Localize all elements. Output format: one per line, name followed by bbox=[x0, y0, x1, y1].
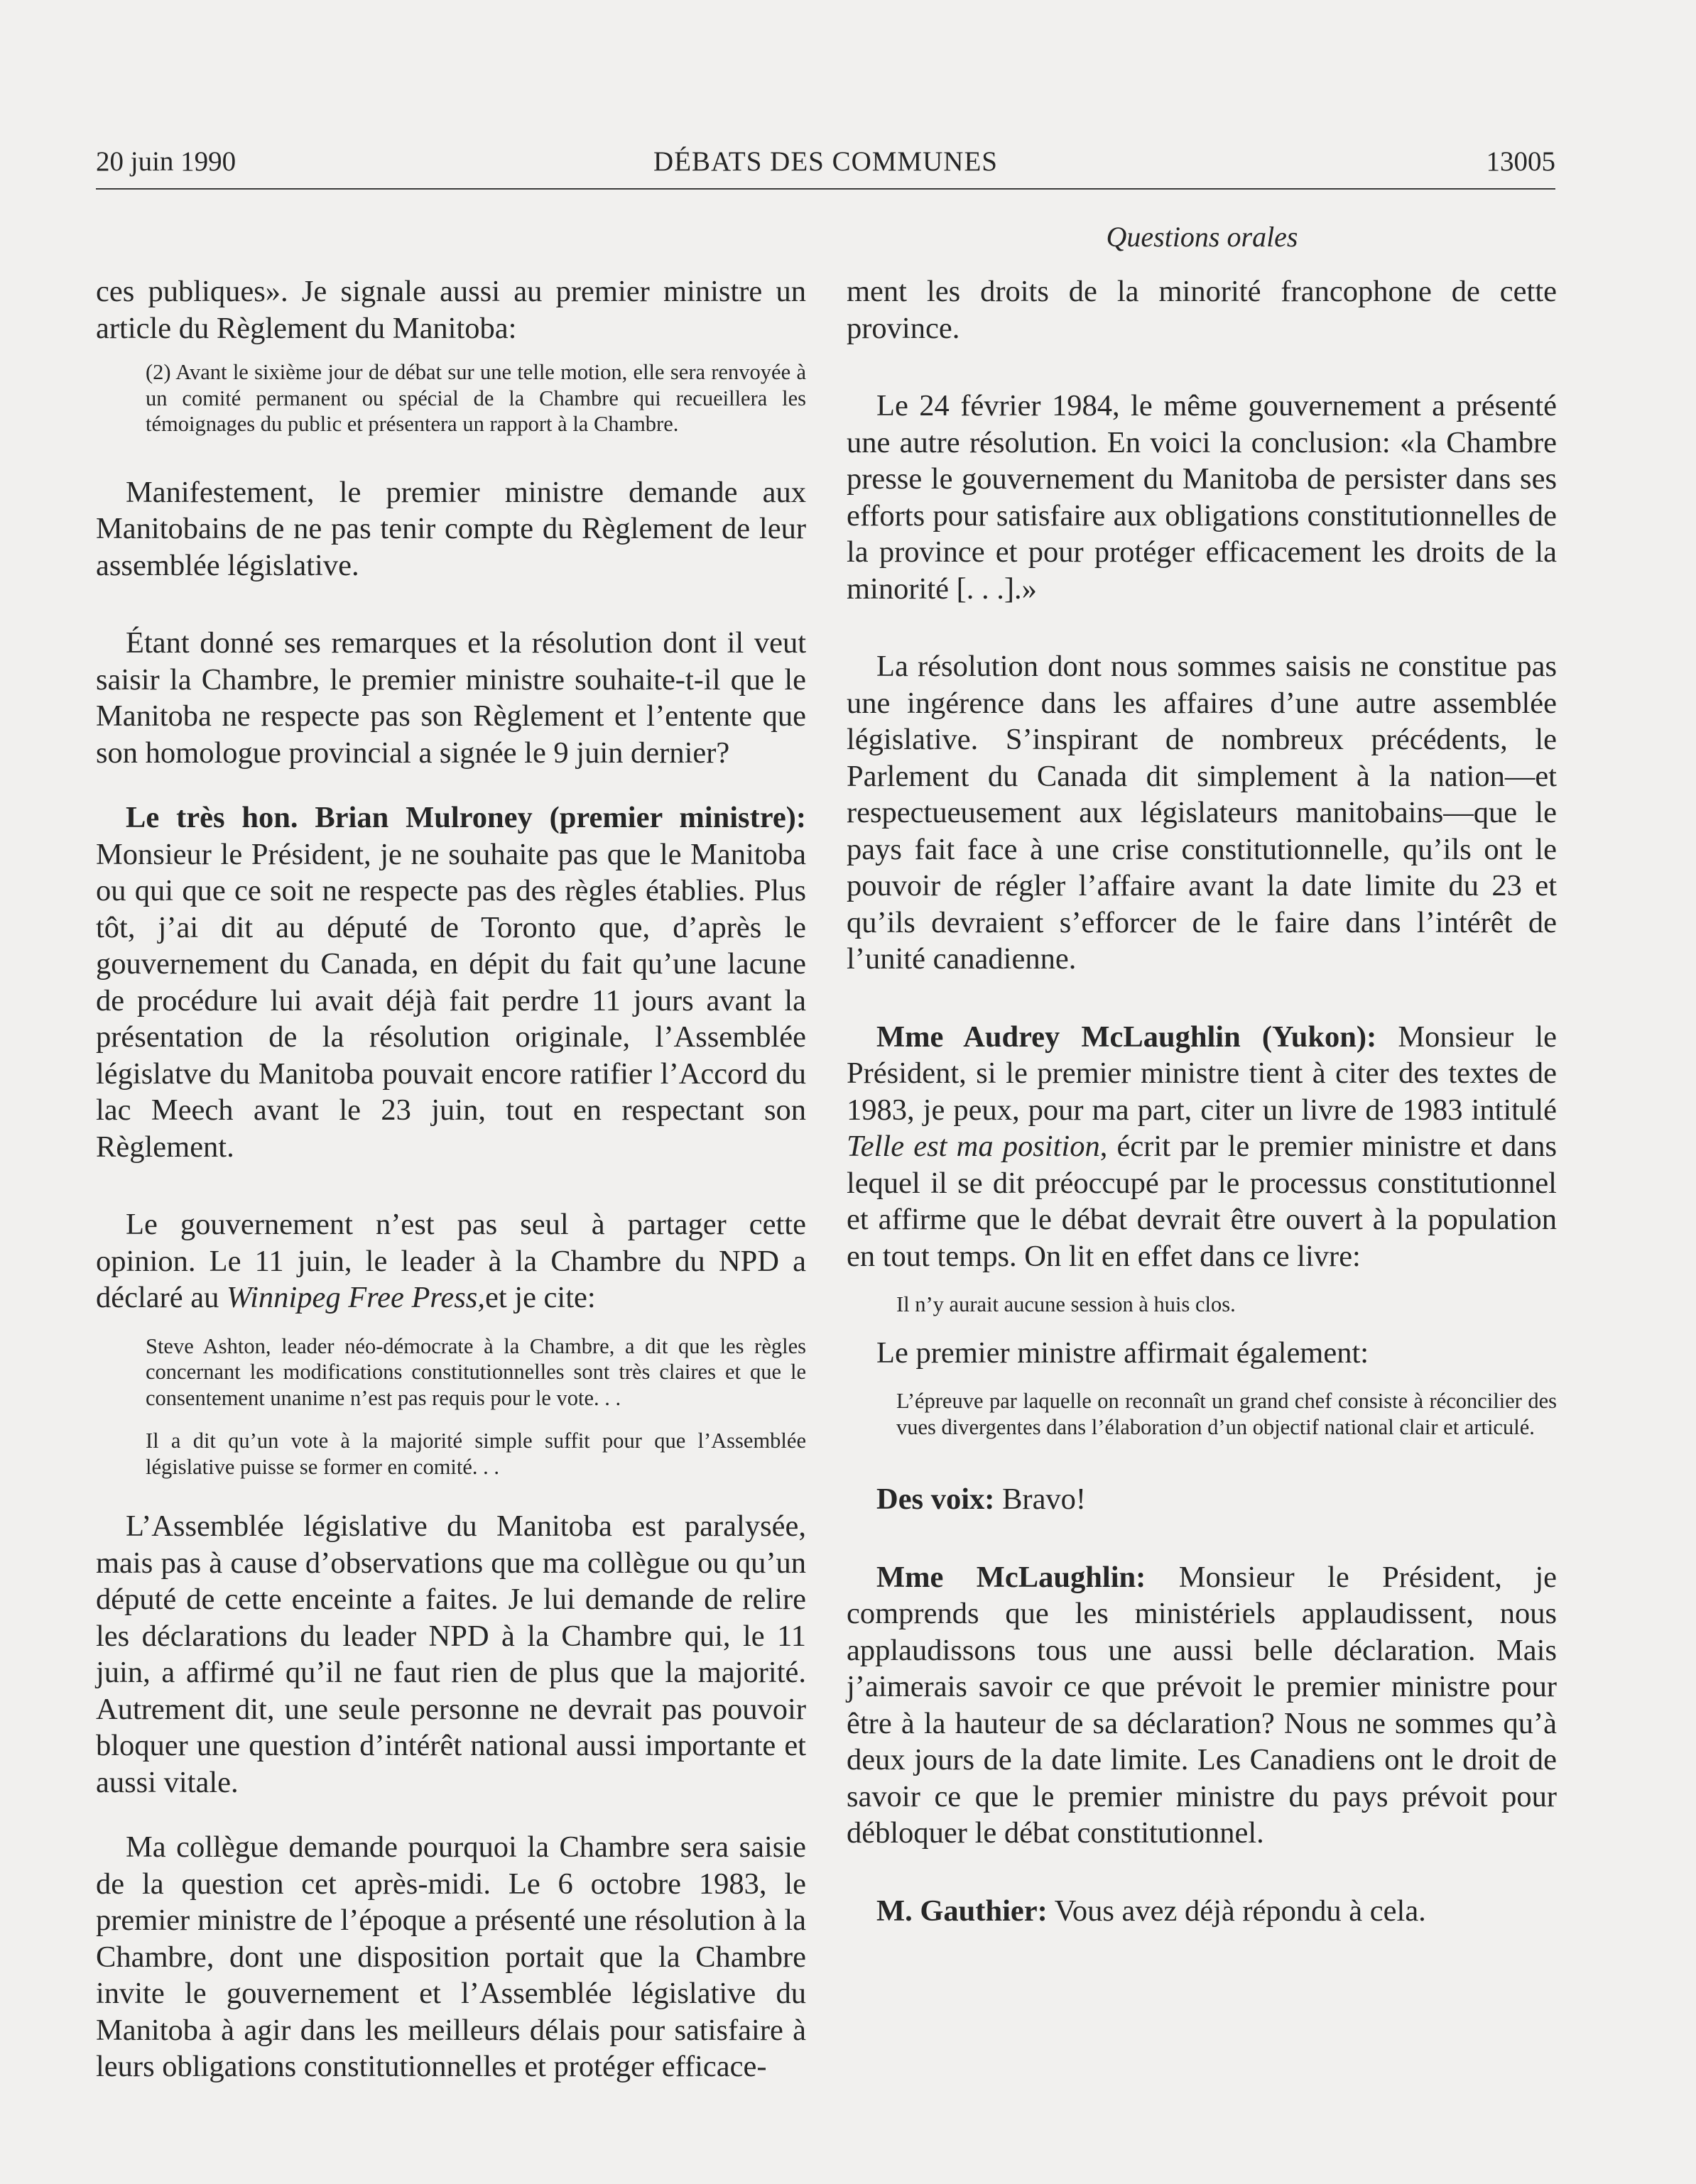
right-paragraph-7-text: Monsieur le Président, je comprends que les ministériels applaudissent, nous applaudissons tous une aussi belle déclaration. Mais j’aimerais savoir ce que prévoit le premier ministre pour être à la hauteur de sa déclaration? Nous ne sommes qu’à deux jours de la date limite. Les Canadiens ont le droit de savoir ce que le premier ministre du pays prévoit pour débloquer le débat constitutionnel. bbox=[847, 1560, 1557, 1850]
left-quote-1: (2) Avant le sixième jour de débat sur une telle motion, elle sera renvoyée à un comité permanent ou spécial de la Chambre qui recueillera les témoignages du public et présentera un rapport à la Chambre. bbox=[146, 360, 806, 436]
left-paragraph-2: Manifestement, le premier ministre demande aux Manitobains de ne pas tenir compte du Règlement de leur assemblée législative. bbox=[96, 475, 806, 582]
speaker-audrey-mclaughlin: Mme Audrey McLaughlin (Yukon): bbox=[876, 1020, 1377, 1054]
right-paragraph-2: Le 24 février 1984, le même gouvernement a présenté une autre résolution. En voici la conclusion: «la Chambre presse le gouvernement du Manitoba de persister dans ses efforts pour satisfaire aux obligations constitutionnelles de la province et pour protéger efficacement les droits de la minorité [. . .].» bbox=[847, 389, 1557, 606]
right-paragraph-3: La résolution dont nous sommes saisis ne constitue pas une ingérence dans les affaires d’une autre assemblée législative. S’inspirant de nombreux précédents, le Parlement du Canada dit simplement à la nation—et respectueusement aux législateurs manitobains—que le pays fait face à une crise constitutionnelle, qu’ils ont le pouvoir de régler l’affaire avant la date limite du 23 et qu’ils devraient s’efforcer de le faire dans l’intérêt de l’unité canadienne. bbox=[847, 650, 1557, 976]
speaker-des-voix: Des voix: bbox=[876, 1483, 995, 1516]
left-paragraph-1: ces publiques». Je signale aussi au premier ministre un article du Règlement du Manitoba: bbox=[96, 275, 806, 345]
left-paragraph-7: Ma collègue demande pourquoi la Chambre sera saisie de la question cet après-midi. Le 6 octobre 1983, le premier ministre de l’époque a présenté une résolution à la Chambre, dont une disposition portait que la Chambre invite le gouvernement et l’Assemblée législative du Manitoba à agir dans les meilleurs délais pour satisfaire à leurs obligations constitutionnelles et protéger efficace- bbox=[96, 1830, 806, 2083]
page-header bbox=[96, 146, 1555, 190]
left-paragraph-6: L’Assemblée législative du Manitoba est paralysée, mais pas à cause d’observations que ma collègue ou qu’un député de cette enceinte a faites. Je lui demande de relire les déclarations du leader NPD à la Chambre qui, le 11 juin, a affirmé qu’il ne faut rien de plus que la majorité. Autrement dit, une seule personne ne devrait pas pouvoir bloquer une question d’intérêt national aussi importante et aussi vitale. bbox=[96, 1509, 806, 1799]
right-paragraph-1: ment les droits de la minorité francophone de cette province. bbox=[847, 275, 1557, 345]
left-paragraph-4-text: Monsieur le Président, je ne souhaite pas que le Manitoba ou qui que ce soit ne respecte pas des règles établies. Plus tôt, j’ai dit au député de Toronto que, d’après le gouvernement du Canada, en dépit du fait qu’une lacune de procédure lui avait déjà fait perdre 11 jours avant la présentation de la résolution originale, l’Assemblée législatve du Manitoba pouvait encore ratifier l’Accord du lac Meech avant le 23 juin, tout en respectant son Règlement. bbox=[96, 837, 806, 1164]
right-paragraph-6-text: Bravo! bbox=[994, 1483, 1087, 1516]
header-page-number: 13005 bbox=[1486, 146, 1555, 177]
left-paragraph-5 bbox=[96, 1206, 806, 1316]
right-paragraph-8-text: Vous avez déjà répondu à cela. bbox=[1047, 1894, 1426, 1928]
left-quote-2: Steve Ashton, leader néo-démocrate à la Chambre, a dit que les règles concernant les modifications constitutionnelles sont très claires et que le consentement unanime n’est pas requis pour le vote. . . bbox=[146, 1333, 806, 1410]
right-paragraph-4-end: , écrit par le premier ministre et dans lequel il se dit préoccupé par le processus constitutionnel et affirme que le débat devrait être ouvert à la population en tout temps. On lit en effet dans ce livre: bbox=[847, 1130, 1557, 1273]
right-paragraph-5: Le premier ministre affirmait également: bbox=[876, 1336, 1369, 1370]
left-paragraph-4 bbox=[96, 799, 806, 1165]
right-column bbox=[847, 273, 1557, 1929]
right-paragraph-8 bbox=[847, 1893, 1557, 1930]
newspaper-title: Winnipeg Free Press, bbox=[227, 1281, 485, 1314]
right-paragraph-6 bbox=[847, 1481, 1557, 1518]
right-paragraph-7 bbox=[847, 1559, 1557, 1852]
section-title: Questions orales bbox=[1106, 221, 1298, 253]
header-date: 20 juin 1990 bbox=[96, 146, 237, 177]
right-paragraph-4 bbox=[847, 1019, 1557, 1275]
header-title: DÉBATS DES COMMUNES bbox=[653, 146, 998, 177]
left-paragraph-5-end: et je cite: bbox=[484, 1281, 596, 1314]
left-paragraph-3: Étant donné ses remarques et la résolution dont il veut saisir la Chambre, le premier ministre souhaite-t-il que le Manitoba ne respecte pas son Règlement et l’entente que son homologue provincial a signée le 9 juin dernier? bbox=[96, 626, 806, 770]
left-column bbox=[96, 273, 806, 2085]
left-quote-3: Il a dit qu’un vote à la majorité simple suffit pour que l’Assemblée législative puisse se former en comité. . . bbox=[146, 1429, 806, 1479]
right-quote-1: Il n’y aurait aucune session à huis clos. bbox=[896, 1292, 1236, 1316]
speaker-mclaughlin: Mme McLaughlin: bbox=[876, 1560, 1146, 1594]
right-paragraph-4-text: Monsieur le Président, si le premier ministre tient à citer des textes de 1983, je peux, pour ma part, citer un livre de 1983 intitulé bbox=[847, 1020, 1558, 1127]
right-quote-2: L’épreuve par laquelle on reconnaît un grand chef consiste à réconcilier des vues divergentes dans l’élaboration d’un objectif national clair et articulé. bbox=[896, 1389, 1557, 1439]
left-paragraph-5-text: Le gouvernement n’est pas seul à partager cette opinion. Le 11 juin, le leader à la Chambre du NPD a déclaré au bbox=[96, 1208, 806, 1314]
book-title: Telle est ma position bbox=[847, 1130, 1100, 1163]
speaker-gauthier: M. Gauthier: bbox=[876, 1894, 1048, 1928]
speaker-mulroney: Le très hon. Brian Mulroney (premier ministre): bbox=[126, 801, 806, 834]
